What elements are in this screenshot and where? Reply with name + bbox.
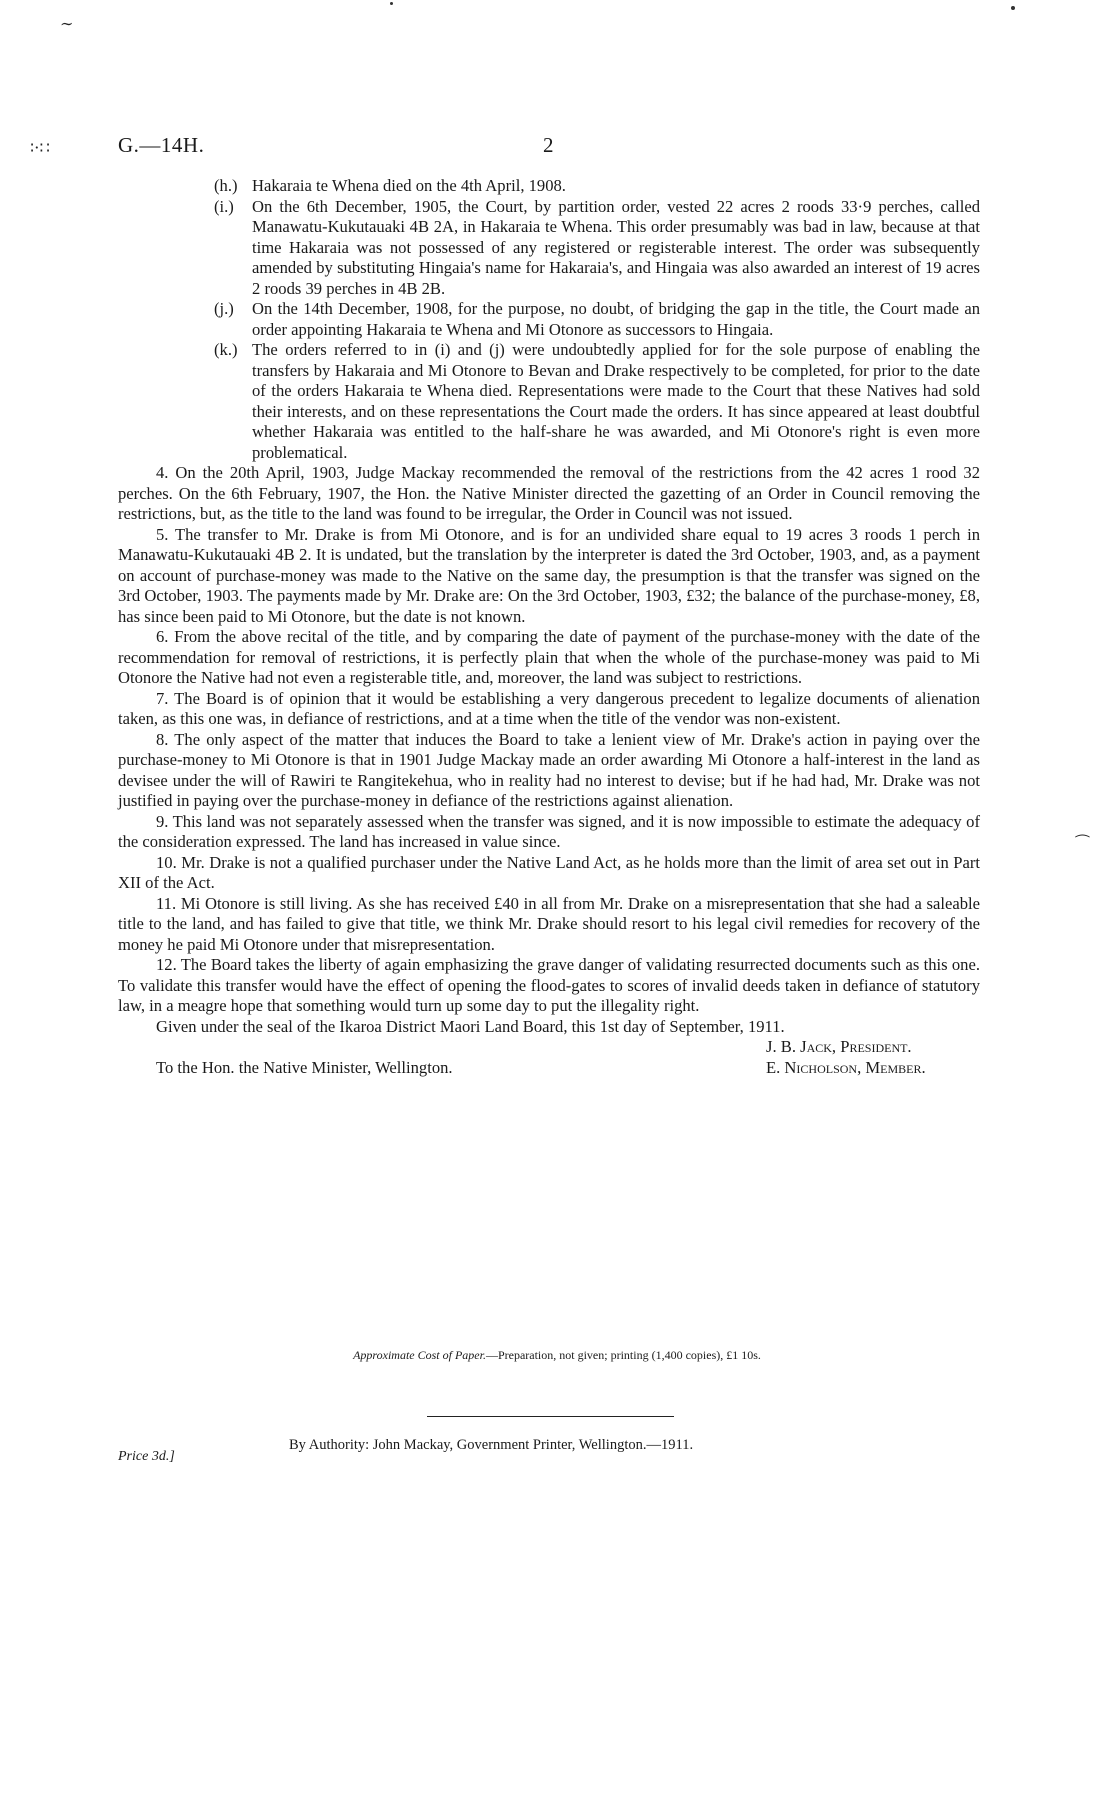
- body-text: [118, 176, 980, 1078]
- signature-row-1: [118, 1037, 980, 1058]
- item-j: (j.) On the 14th December, 1908, for the purpose, no doubt, of bridging the gap in the title, the Court made an order appointing Hakaraia te Whena and Mi Otonore as successors to Hingaia.: [214, 299, 980, 339]
- paragraph-6: 6. From the above recital of the title, and by comparing the date of payment of the purchase-money with the date of the recommendation for removal of restrictions, it is perfectly plain that when the whole of the purchase-money was paid to Mi Otonore the Native had not even a registerable title, and, moreover, the land was subject to restrictions.: [118, 627, 980, 687]
- price: Price 3d.]: [118, 1449, 175, 1464]
- printer-authority: By Authority: John Mackay, Government Printer, Wellington.—1911.: [289, 1437, 694, 1453]
- cost-text: —Preparation, not given; printing (1,400 copies), £1 10s.: [485, 1348, 761, 1362]
- paragraph-12: 12. The Board takes the liberty of again emphasizing the grave danger of validating resurrected documents such as this one. To validate this transfer would have the effect of opening the flood-gates to scores of invalid deeds taken in defiance of statutory law, in a meagre hope that something would turn up some day to put the illegality right.: [118, 955, 980, 1015]
- given-under-seal: Given under the seal of the Ikaroa District Maori Land Board, this 1st day of September, 1911.: [156, 1016, 785, 1036]
- item-k: (k.) The orders referred to in (i) and (j) were undoubtedly applied for for the sole purpose of enabling the transfers by Hakaraia and Mi Otonore to Bevan and Drake respectively to be completed, for prior to the date of the orders Hakaraia te Whena died. Representations were made to the Court that these Natives had sold their interests, and on these representations the Court made the orders. It has since appeared at least doubtful whether Hakaraia was entitled to the half-share he was awarded, and Mi Otonore's right is even more problematical.: [214, 340, 980, 462]
- cost-of-paper: [0, 1348, 1114, 1363]
- addressee: To the Hon. the Native Minister, Wellington.: [156, 1057, 453, 1077]
- item-h: (h.) Hakaraia te Whena died on the 4th April, 1908.: [214, 176, 566, 195]
- scan-dot: [390, 2, 393, 5]
- document-code: G.—14H.: [118, 133, 205, 157]
- scan-dot: [1011, 6, 1015, 10]
- paragraph-10: 10. Mr. Drake is not a qualified purchaser under the Native Land Act, as he holds more than the limit of area set out in Part XII of the Act.: [118, 852, 980, 892]
- cost-label: Approximate Cost of Paper.: [353, 1348, 486, 1362]
- footer-rule: [427, 1416, 674, 1417]
- signature-row-2: [118, 1058, 980, 1079]
- paragraph-7: 7. The Board is of opinion that it would be establishing a very dangerous precedent to legalize documents of alienation taken, as this one was, in defiance of restrictions, and at a time when the title of the vendor was non-existent.: [118, 688, 980, 728]
- signer-president: J. B. Jack, President.: [766, 1037, 912, 1056]
- paragraph-8: 8. The only aspect of the matter that induces the Board to take a lenient view of Mr. Drake's action in paying over the purchase-money to Mi Otonore is that in 1901 Judge Mackay made an order awarding Mi Otonore a half-interest in the land as devisee under the will of Rawiri te Rangitekehua, who in reality had no interest to devise; but if he had had, Mr. Drake was not justified in paying over the purchase-money in defiance of the restrictions against alienation.: [118, 729, 980, 810]
- scan-mark-left: ∶⋅∷: [30, 140, 50, 157]
- page-number: 2: [543, 133, 554, 157]
- scan-mark-right: ⁔: [1076, 820, 1089, 837]
- paragraph-9: 9. This land was not separately assessed when the transfer was signed, and it is now impossible to estimate the adequacy of the consideration expressed. The land has increased in value since.: [118, 811, 980, 851]
- signer-member: E. Nicholson, Member.: [766, 1057, 926, 1077]
- paragraph-4: 4. On the 20th April, 1903, Judge Mackay recommended the removal of the restrictions from the 42 acres 1 rood 32 perches. On the 6th February, 1907, the Hon. the Native Minister directed the gazetting of an Order in Council removing the restrictions, but, as the title to the land was found to be irregular, the Order in Council was not issued.: [118, 463, 980, 523]
- paragraph-11: 11. Mi Otonore is still living. As she has received £40 in all from Mr. Drake on a misrepresentation that she had a saleable title to the land, and has failed to give that title, we think Mr. Drake should resort to his legal civil remedies for recovery of the money he paid Mi Otonore under that misrepresentation.: [118, 893, 980, 954]
- paragraph-5: 5. The transfer to Mr. Drake is from Mi Otonore, and is for an undivided share equal to 19 acres 3 roods 1 perch in Manawatu-Kukutauaki 4B 2. It is undated, but the translation by the interpreter is dated the 3rd October, 1903, and, as a payment on account of purchase-money was made to the Native on the same day, the presumption is that the transfer was signed on the 3rd October, 1903. The payments made by Mr. Drake are: On the 3rd October, 1903, £32; the balance of the purchase-money, £8, has since been paid to Mi Otonore, but the date is not known.: [118, 524, 980, 626]
- scan-mark-top: ∼: [60, 16, 74, 33]
- item-i: (i.) On the 6th December, 1905, the Court, by partition order, vested 22 acres 2 roods 33·9 perches, called Manawatu-Kukutauaki 4B 2A, in Hakaraia te Whena. This order presumably was bad in law, because at that time Hakaraia was not possessed of any registered or registerable interest. The order was subsequently amended by substituting Hingaia's name for Hakaraia's, and Hingaia was also awarded an interest of 19 acres 2 roods 39 perches in 4B 2B.: [214, 196, 980, 298]
